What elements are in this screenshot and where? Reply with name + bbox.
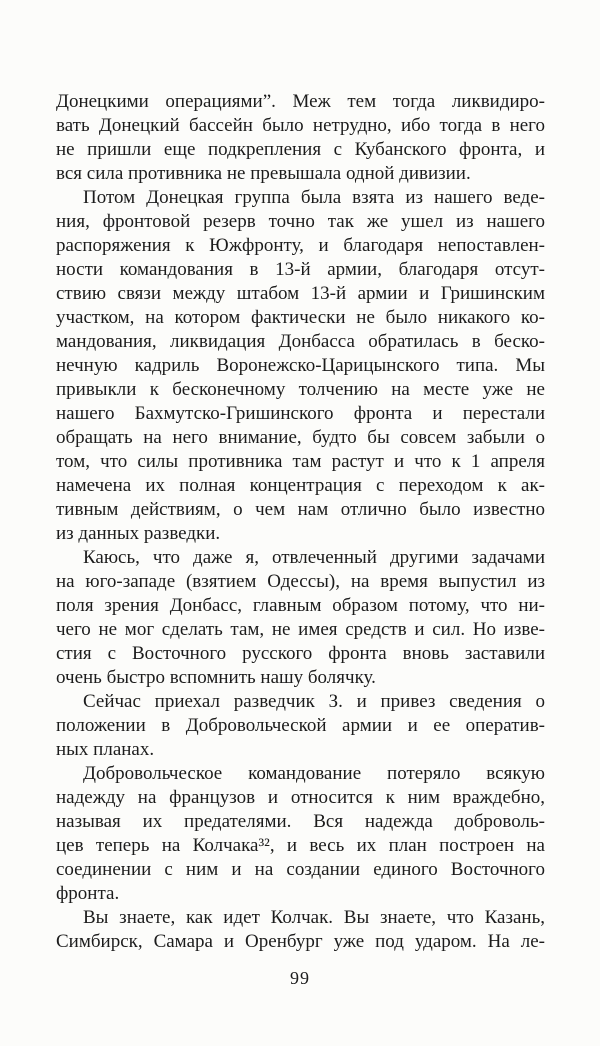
text-line: из данных разведки. <box>56 523 221 544</box>
text-line: Каюсь, что даже я, отвлеченный другими задачами <box>83 547 545 568</box>
text-line: фронта. <box>56 883 120 904</box>
text-line: ствию связи между штабом 13-й армии и Гришинским <box>56 283 545 304</box>
text-line: Сейчас приехал разведчик З. и привез сведения о <box>83 691 545 712</box>
text-line: положении в Добровольческой армии и ее оператив- <box>56 715 545 736</box>
text-line: цев теперь на Колчака³², и весь их план построен на <box>56 835 545 856</box>
text-line: ния, фронтовой резерв точно так же ушел из нашего <box>56 211 545 232</box>
text-line: Симбирск, Самара и Оренбург уже под ударом. На ле- <box>56 931 545 952</box>
paragraph <box>56 186 545 546</box>
text-line: ных планах. <box>56 739 155 760</box>
text-line: вать Донецкий бассейн было нетрудно, ибо тогда в него <box>56 115 545 136</box>
text-line: соединении с ним и на создании единого Восточного <box>56 859 545 880</box>
text-line: распоряжения к Южфронту, и благодаря непоставлен- <box>56 235 545 256</box>
text-line: не пришли еще подкрепления с Кубанского фронта, и <box>56 139 545 160</box>
text-line: нечную кадриль Воронежско-Царицынского типа. Мы <box>56 355 545 376</box>
text-line: Донецкими операциями”. Меж тем тогда ликвидиро- <box>56 91 545 112</box>
paragraph <box>56 762 545 906</box>
text-line: надежду на французов и относится к ним враждебно, <box>56 787 545 808</box>
text-line: называя их предателями. Вся надежда доброволь- <box>56 811 545 832</box>
text-line: обращать на него внимание, будто бы совсем забыли о <box>56 427 545 448</box>
paragraph <box>56 690 545 762</box>
text-line: на юго-западе (взятием Одессы), на время выпустил из <box>56 571 545 592</box>
paragraph <box>56 546 545 690</box>
text-block <box>56 90 545 954</box>
text-line: Вы знаете, как идет Колчак. Вы знаете, что Казань, <box>83 907 545 928</box>
paragraph <box>56 90 545 186</box>
text-line: участком, на котором фактически не было никакого ко- <box>56 307 545 328</box>
text-line: мандования, ликвидация Донбасса обратилась в беско- <box>56 331 545 352</box>
text-line: Потом Донецкая группа была взята из нашего веде- <box>83 187 545 208</box>
text-line: Добровольческое командование потеряло всякую <box>83 763 545 784</box>
text-line: чего не мог сделать там, не имея средств и сил. Но изве- <box>56 619 545 640</box>
page-number: 99 <box>290 968 310 988</box>
text-line: вся сила противника не превышала одной дивизии. <box>56 163 471 184</box>
paragraph <box>56 906 545 954</box>
text-line: намечена их полная концентрация с переходом к ак- <box>56 475 545 496</box>
text-line: очень быстро вспомнить нашу болячку. <box>56 667 376 688</box>
text-line: том, что силы противника там растут и что к 1 апреля <box>56 451 545 472</box>
text-line: поля зрения Донбасс, главным образом потому, что ни- <box>56 595 545 616</box>
text-line: нашего Бахмутско-Гришинского фронта и перестали <box>56 403 545 424</box>
text-line: тивным действиям, о чем нам отлично было известно <box>56 499 545 520</box>
text-line: привыкли к бесконечному толчению на месте уже не <box>56 379 545 400</box>
text-line: стия с Восточного русского фронта вновь заставили <box>56 643 545 664</box>
text-line: ности командования в 13-й армии, благодаря отсут- <box>56 259 545 280</box>
